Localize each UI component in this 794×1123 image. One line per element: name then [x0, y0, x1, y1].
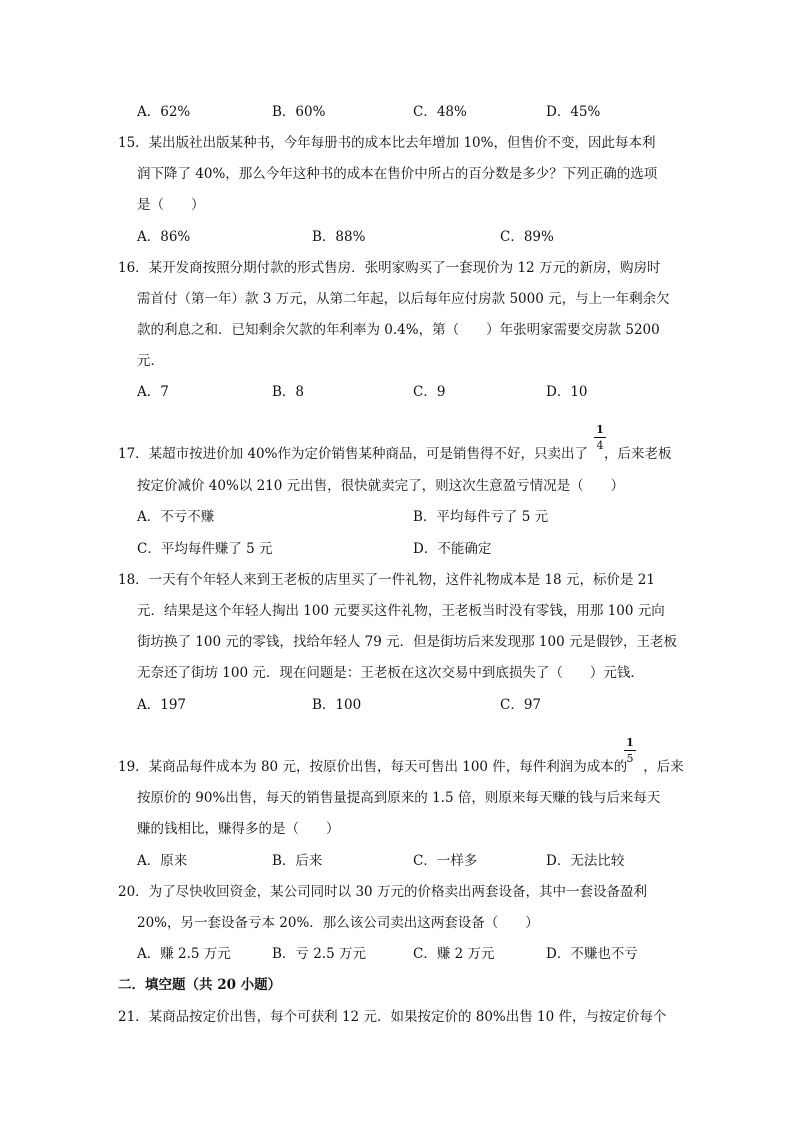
q19-option-c: C．一样多 — [413, 853, 478, 869]
q17-option-c: C．平均每件赚了 5 元 — [137, 541, 273, 557]
q20-line-2: 20%，另一套设备亏本 20%．那么该公司卖出这两套设备（ ） — [137, 915, 539, 931]
q16-option-d: D．10 — [546, 384, 588, 400]
q19-line-3: 赚的钱相比，赚得多的是（ ） — [137, 821, 340, 837]
q19-fraction-denominator: 5 — [626, 752, 634, 765]
q20-option-a: A．赚 2.5 万元 — [137, 946, 231, 962]
q17-fraction-denominator: 4 — [596, 439, 604, 452]
q17-line-1-text: 17．某超市按进价加 40%作为定价销售某种商品，可是销售得不好，只卖出了 — [118, 446, 588, 462]
q16-option-b: B．8 — [272, 384, 305, 400]
q14-option-b: B．60% — [272, 104, 326, 120]
q15-line-2: 润下降了 40%，那么今年这种书的成本在售价中所占的百分数是多少？下列正确的选项 — [137, 166, 658, 182]
q18-line-4: 无奈还了街坊 100 元．现在问题是：王老板在这次交易中到底损失了（ ）元钱． — [137, 665, 644, 681]
q20-option-d: D．不赚也不亏 — [546, 946, 638, 962]
q20-option-c: C．赚 2 万元 — [413, 946, 495, 962]
q19-line-1-text: 19．某商品每件成本为 80 元，按原价出售，每天可售出 100 件，每件利润为成本的 — [118, 759, 628, 775]
q16-option-c: C．9 — [413, 384, 446, 400]
q16-option-a: A．7 — [137, 384, 169, 400]
q17-line-1-after: ，后来老板 — [603, 446, 672, 462]
q16-line-1: 16．某开发商按照分期付款的形式售房．张明家购买了一套现价为 12 万元的新房，购房时 — [118, 260, 661, 276]
q20-option-b: B．亏 2.5 万元 — [272, 946, 366, 962]
q15-option-a: A．86% — [137, 229, 191, 245]
q17-option-a: A．不亏不赚 — [137, 509, 215, 525]
q19-fraction-numerator: 1 — [624, 736, 636, 751]
q15-option-c: C．89% — [500, 229, 554, 245]
q19-fraction — [624, 736, 636, 765]
q16-line-3: 款的利息之和．已知剩余欠款的年利率为 0.4%，第（ ）年张明家需要交房款 5200 — [137, 322, 660, 338]
q16-line-2: 需首付（第一年）款 3 万元，从第二年起，以后每年应付房款 5000 元，与上一年剩余欠 — [137, 291, 670, 307]
section-title-fill-in: 二．填空题（共 20 小题） — [118, 977, 282, 993]
q18-line-2: 元．结果是这个年轻人掏出 100 元要买这件礼物，王老板当时没有零钱，用那 100 元向 — [137, 603, 665, 619]
q17-line-2: 按定价减价 40%以 210 元出售，很快就卖完了，则这次生意盈亏情况是（ ） — [137, 478, 625, 494]
q17-option-d: D．不能确定 — [413, 541, 492, 557]
q16-line-4: 元． — [137, 353, 164, 369]
q19-option-d: D．无法比较 — [546, 853, 625, 869]
q18-line-3: 街坊换了 100 元的零钱，找给年轻人 79 元．但是街坊后来发现那 100 元是假钞，王老板 — [137, 634, 677, 650]
q18-line-1: 18．一天有个年轻人来到王老板的店里买了一件礼物，这件礼物成本是 18 元，标价是 21 — [118, 572, 655, 588]
q15-line-1: 15．某出版社出版某种书，今年每册书的成本比去年增加 10%，但售价不变，因此每本利 — [118, 135, 656, 151]
q18-option-c: C．97 — [500, 697, 542, 713]
q18-option-b: B．100 — [312, 697, 362, 713]
q15-option-b: B．88% — [312, 229, 366, 245]
q19-option-b: B．后来 — [272, 853, 323, 869]
q19-line-1-after: ，后来 — [643, 759, 684, 775]
q17-fraction-numerator: 1 — [594, 423, 606, 438]
q14-option-c: C．48% — [413, 104, 467, 120]
q18-option-a: A．197 — [137, 697, 187, 713]
q20-line-1: 20．为了尽快收回资金，某公司同时以 30 万元的价格卖出两套设备，其中一套设备盈利 — [118, 884, 647, 900]
q15-line-3: 是（ ） — [137, 197, 205, 213]
q17-fraction — [594, 423, 606, 452]
q19-line-1 — [118, 757, 684, 777]
q14-option-d: D．45% — [546, 104, 601, 120]
q17-option-b: B．平均每件亏了 5 元 — [413, 509, 549, 525]
q19-option-a: A．原来 — [137, 853, 188, 869]
q14-option-a: A．62% — [137, 104, 191, 120]
q17-line-1 — [118, 444, 671, 464]
q21-line-1: 21．某商品按定价出售，每个可获利 12 元．如果按定价的 80%出售 10 件，与按定价每个 — [118, 1009, 667, 1025]
q19-line-2: 按原价的 90%出售，每天的销售量提高到原来的 1.5 倍，则原来每天赚的钱与后来每天 — [137, 790, 661, 806]
